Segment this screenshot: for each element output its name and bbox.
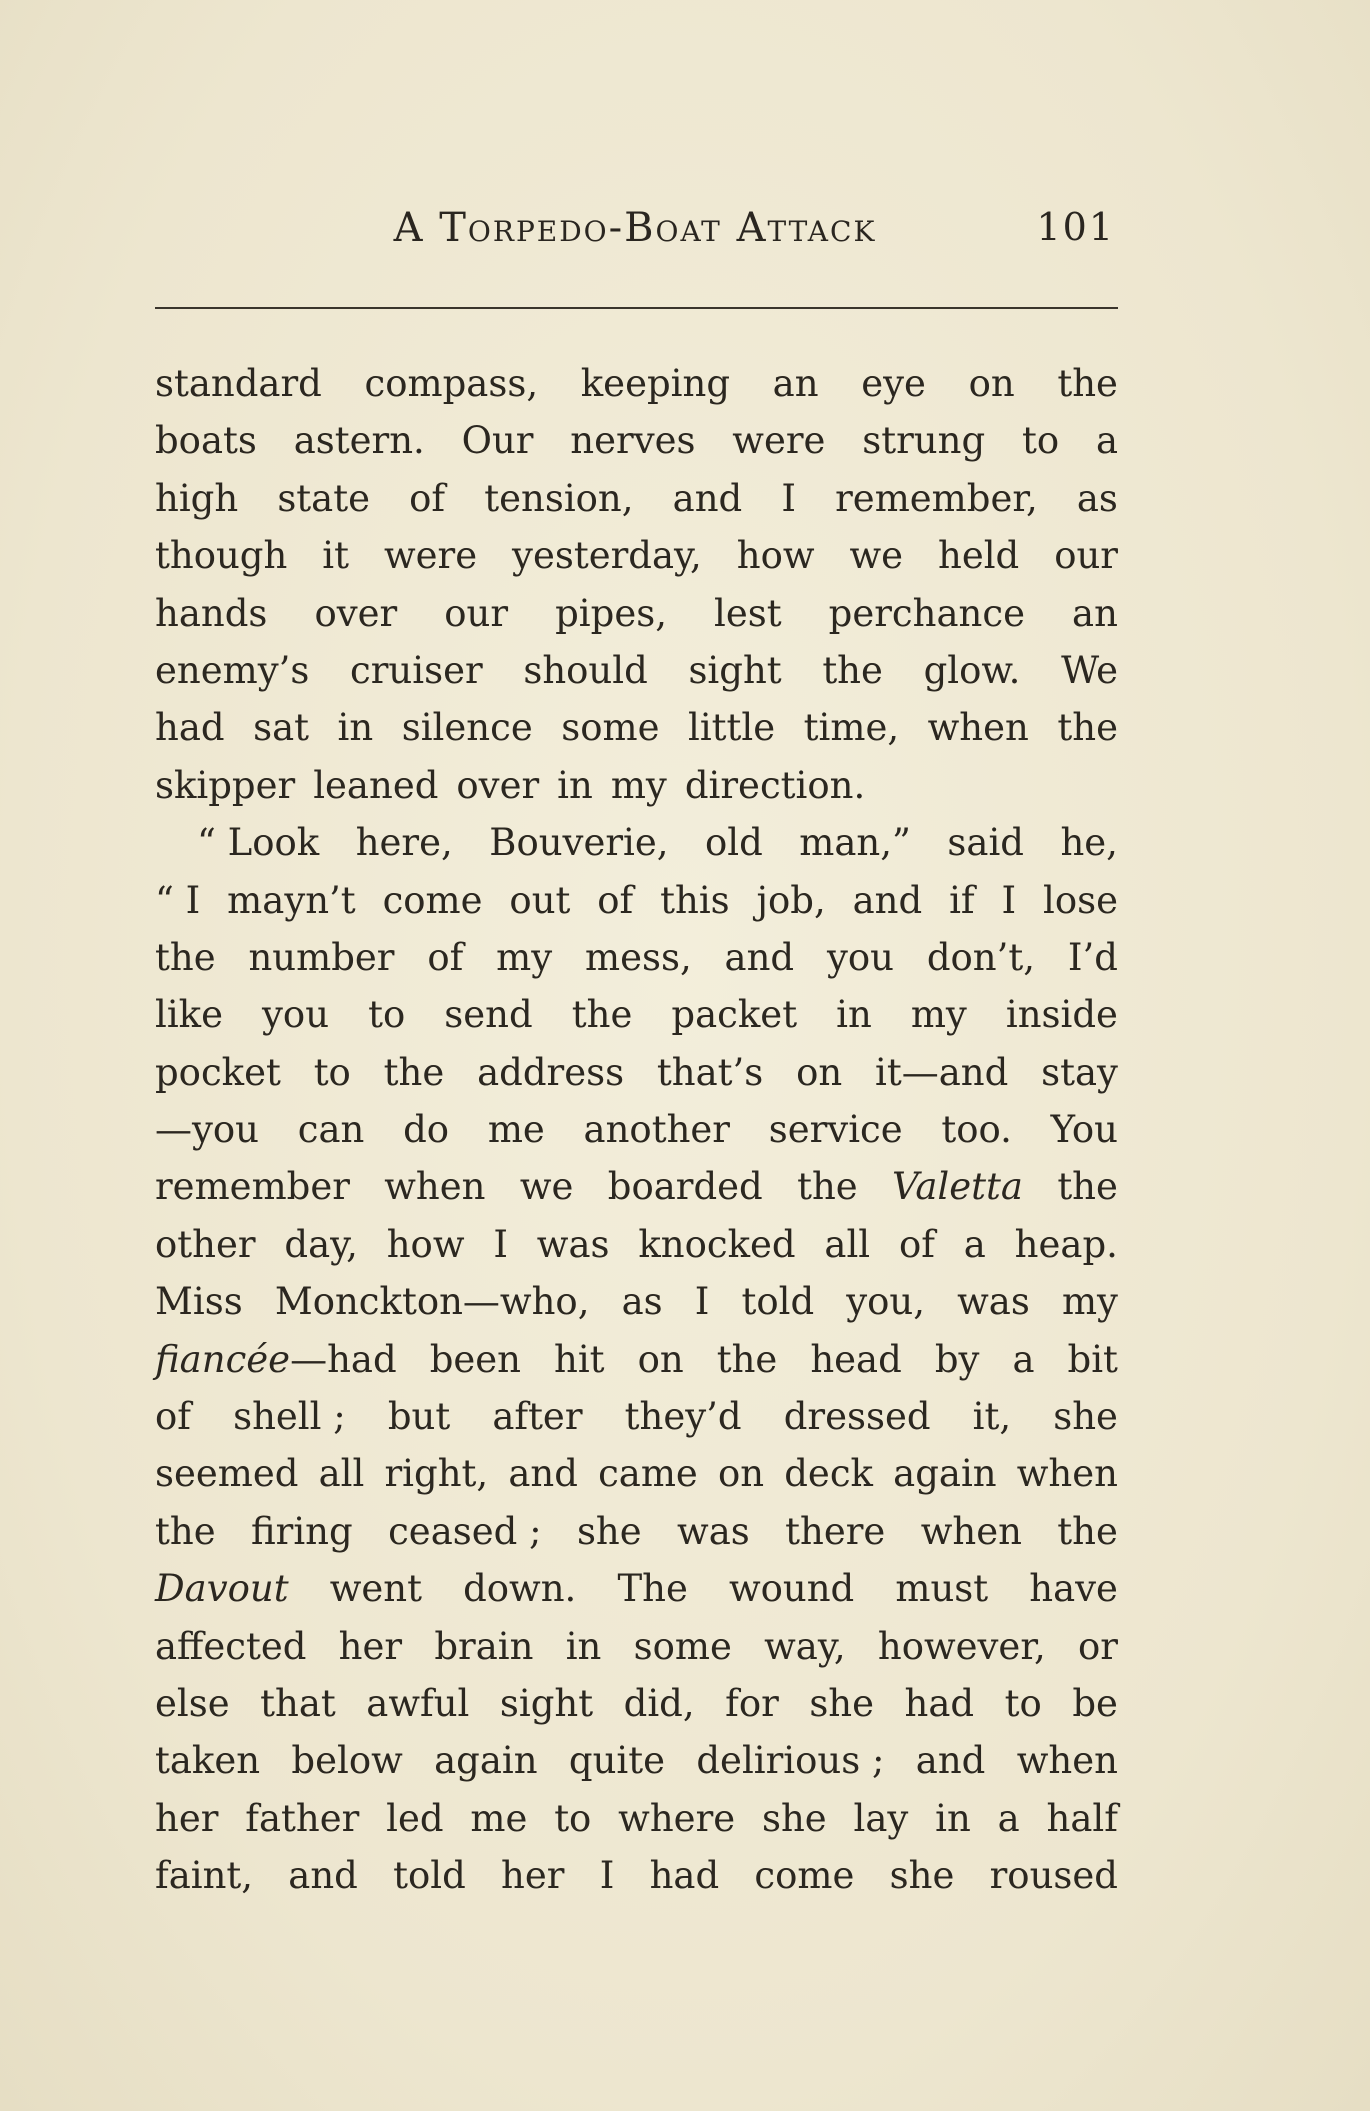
word: she [761, 1796, 827, 1840]
word: address [477, 1050, 625, 1094]
word: else [155, 1681, 230, 1725]
word: a [963, 1222, 986, 1266]
word: she [576, 1509, 642, 1553]
word: stay [1041, 1050, 1118, 1094]
word: tension, [484, 476, 634, 520]
word: don’t, [926, 935, 1036, 979]
word: pipes, [555, 591, 667, 635]
text-line [155, 1847, 1118, 1904]
word: the [155, 935, 216, 979]
word: my [496, 935, 553, 979]
text-line [155, 1675, 1118, 1732]
word: state [277, 476, 370, 520]
text-line [155, 1388, 1118, 1445]
word: in [836, 993, 872, 1037]
word: the [571, 993, 633, 1037]
word: I [694, 1280, 710, 1324]
word: boarded [607, 1165, 763, 1209]
text-line [155, 1790, 1118, 1847]
word: was [536, 1222, 610, 1266]
word: me [487, 1108, 545, 1152]
text-line [155, 872, 1118, 929]
text-line [155, 986, 1118, 1043]
word: day, [284, 1222, 358, 1266]
word: Monckton—who, [274, 1280, 590, 1324]
word: the [383, 1050, 445, 1094]
word: pocket [155, 1050, 281, 1094]
text-line [155, 585, 1118, 642]
word: brain [434, 1624, 534, 1668]
word: held [938, 534, 1020, 578]
word: how [736, 534, 815, 578]
word: You [1050, 1108, 1118, 1152]
word: another [583, 1108, 730, 1152]
word: she [809, 1681, 875, 1725]
text-line [155, 1732, 1118, 1789]
word: the [716, 1337, 778, 1381]
word: awful [366, 1681, 470, 1725]
word: a [1095, 419, 1118, 463]
word: this [660, 878, 730, 922]
word: of [409, 476, 446, 520]
word: and [672, 476, 743, 520]
word: she [1053, 1395, 1118, 1439]
word: for [725, 1681, 779, 1725]
word: it—and [875, 1050, 1009, 1094]
word: again [893, 1452, 997, 1496]
word: on [796, 1050, 843, 1094]
word: standard [155, 362, 322, 405]
word: that [260, 1681, 336, 1725]
word: like [155, 993, 223, 1037]
text-line [155, 699, 1118, 756]
word: I [493, 1222, 508, 1266]
word: all [824, 1222, 871, 1266]
word: too. [941, 1108, 1012, 1152]
text-line [155, 1503, 1118, 1560]
word: to [1004, 1681, 1042, 1725]
word: cruiser [350, 648, 483, 692]
word: seemed [155, 1452, 299, 1496]
word: mess, [584, 935, 692, 979]
word: firing [250, 1509, 353, 1553]
word: were [732, 419, 826, 463]
word: when [1016, 1739, 1118, 1783]
word: little [688, 706, 776, 750]
word: and [852, 878, 923, 922]
word: out [509, 878, 571, 922]
text-line [155, 412, 1118, 469]
word: though [155, 534, 288, 578]
text-line [155, 470, 1118, 527]
word: —you [155, 1108, 260, 1152]
word: faint, [155, 1854, 254, 1898]
word: delirious ; [696, 1739, 885, 1783]
word: said [947, 821, 1024, 865]
word: Valetta [892, 1165, 1023, 1209]
word: sight [688, 648, 782, 692]
word: when [1016, 1452, 1118, 1496]
word: The [617, 1567, 688, 1611]
word: deck [784, 1452, 873, 1496]
word: man,” [799, 821, 911, 865]
word: Our [461, 419, 534, 463]
word: hands [155, 591, 268, 635]
text-line [155, 1331, 1118, 1388]
word: dressed [783, 1395, 931, 1439]
word: when [927, 706, 1029, 750]
text-line [155, 1273, 1118, 1330]
word: of [597, 878, 634, 922]
word: the [797, 1165, 858, 1209]
word: silence [401, 706, 533, 750]
word: send [444, 993, 533, 1037]
word: come [754, 1854, 855, 1898]
word: remember, [835, 476, 1038, 520]
word: mayn’t [227, 878, 356, 922]
word: astern. [293, 419, 425, 463]
word: did, [623, 1681, 695, 1725]
word: had [155, 706, 225, 750]
word: in [337, 706, 374, 750]
word: the [1057, 1165, 1118, 1209]
word: I’d [1067, 935, 1118, 979]
word: glow. [923, 648, 1021, 692]
text-line [155, 1101, 1118, 1158]
word: it [322, 534, 349, 578]
word: right, [384, 1452, 489, 1496]
word: “ I [155, 878, 201, 922]
word: by [934, 1337, 980, 1381]
word: father [245, 1796, 360, 1840]
word: lose [1042, 878, 1118, 922]
word: of [155, 1395, 191, 1439]
text-line [155, 814, 1118, 871]
word: my [610, 763, 667, 807]
word: quite [568, 1739, 666, 1783]
word: yesterday, [512, 534, 702, 578]
word: Bouverie, [489, 821, 669, 865]
word: our [444, 591, 509, 635]
word: all [318, 1452, 365, 1496]
word: the [1057, 1509, 1118, 1553]
word: if [949, 878, 975, 922]
word: to [313, 1050, 351, 1094]
word: eye [861, 362, 926, 405]
word: half [1046, 1796, 1118, 1840]
word: perchance [828, 591, 1025, 635]
word: a [1012, 1337, 1035, 1381]
word: had [649, 1854, 720, 1898]
word: remember [155, 1165, 350, 1209]
text-line [155, 1158, 1118, 1215]
word: number [248, 935, 395, 979]
text-line [155, 642, 1118, 699]
text-line [155, 1618, 1118, 1675]
word: leaned [313, 763, 439, 807]
word: again [434, 1739, 538, 1783]
word: below [291, 1739, 403, 1783]
word: the [822, 648, 883, 692]
word: boats [155, 419, 257, 463]
word: a [997, 1796, 1020, 1840]
word: you [262, 993, 330, 1037]
word: heap. [1014, 1222, 1118, 1266]
text-line [155, 1445, 1118, 1502]
text-line [155, 1560, 1118, 1617]
word: to [1021, 419, 1060, 463]
word: in [565, 1624, 602, 1668]
word: roused [989, 1854, 1118, 1898]
word: be [1072, 1681, 1118, 1725]
word: they’d [624, 1395, 742, 1439]
word: my [1061, 1280, 1118, 1324]
word: as [1076, 476, 1118, 520]
word: the [1057, 362, 1118, 405]
word: do [403, 1108, 450, 1152]
word: or [1077, 1624, 1118, 1668]
word: fiancée—had [155, 1337, 397, 1381]
word: had [904, 1681, 975, 1725]
word: Davout [155, 1567, 289, 1611]
word: inside [1005, 993, 1118, 1037]
word: to [554, 1796, 592, 1840]
word: after [492, 1395, 583, 1439]
word: We [1061, 648, 1118, 692]
word: way, [764, 1624, 846, 1668]
word: as [621, 1280, 663, 1324]
word: on [637, 1337, 684, 1381]
word: an [772, 362, 819, 405]
word: ceased ; [388, 1509, 542, 1553]
word: some [633, 1624, 732, 1668]
word: here, [355, 821, 453, 865]
word: you, [846, 1280, 926, 1324]
word: he, [1060, 821, 1118, 865]
word: I [599, 1854, 615, 1898]
word: have [1029, 1567, 1118, 1611]
word: when [920, 1509, 1022, 1553]
word: over [314, 591, 398, 635]
word: affected [155, 1624, 307, 1668]
word: knocked [638, 1222, 796, 1266]
word: led [386, 1796, 444, 1840]
word: direction. [684, 763, 866, 807]
word: but [387, 1395, 451, 1439]
word: service [768, 1108, 903, 1152]
word: I [1001, 878, 1017, 922]
word: the [155, 1509, 216, 1553]
text-line [155, 929, 1118, 986]
word: taken [155, 1739, 261, 1783]
page-header [155, 205, 1115, 265]
word: shell ; [233, 1395, 346, 1439]
word: in [557, 763, 593, 807]
word: was [677, 1509, 750, 1553]
word: to [368, 993, 406, 1037]
word: she [889, 1854, 955, 1898]
word: me [470, 1796, 528, 1840]
word: were [383, 534, 478, 578]
word: lest [714, 591, 782, 635]
word: went [329, 1567, 422, 1611]
word: Miss [155, 1280, 243, 1324]
text-line [155, 757, 1118, 814]
word: packet [671, 993, 798, 1037]
word: of [898, 1222, 935, 1266]
word: told [393, 1854, 466, 1898]
word: on [717, 1452, 765, 1496]
word: of [427, 935, 464, 979]
word: I [781, 476, 796, 520]
word: nerves [570, 419, 696, 463]
word: lay [853, 1796, 909, 1840]
word: job, [756, 878, 826, 922]
word: can [297, 1108, 365, 1152]
text-line [155, 527, 1118, 584]
word: keeping [580, 362, 731, 405]
word: and [724, 935, 795, 979]
text-line [155, 355, 1118, 412]
word: and [288, 1854, 358, 1898]
word: was [957, 1280, 1030, 1324]
word: we [849, 534, 904, 578]
word: must [895, 1567, 989, 1611]
word: and [508, 1452, 578, 1496]
word: however, [877, 1624, 1046, 1668]
word: come [382, 878, 483, 922]
word: old [705, 821, 763, 865]
word: head [810, 1337, 902, 1381]
word: sat [253, 706, 310, 750]
word: compass, [364, 362, 539, 405]
header-rule [155, 307, 1118, 309]
word: sight [499, 1681, 594, 1725]
word: wound [728, 1567, 855, 1611]
running-title: A Torpedo-Boat Attack [393, 205, 877, 251]
word: that’s [656, 1050, 764, 1094]
word: you [826, 935, 894, 979]
word: we [519, 1165, 574, 1209]
word: an [1072, 591, 1118, 635]
body-text [155, 355, 1118, 1905]
word: in [935, 1796, 971, 1840]
word: it, [972, 1395, 1012, 1439]
word: her [155, 1796, 219, 1840]
word: high [155, 476, 239, 520]
word: “ Look [197, 821, 320, 865]
page-number: 101 [1036, 205, 1115, 249]
word: there [785, 1509, 886, 1553]
word: where [618, 1796, 736, 1840]
text-line [155, 1044, 1118, 1101]
word: and [915, 1739, 986, 1783]
word: bit [1067, 1337, 1118, 1381]
word: her [501, 1854, 565, 1898]
word: on [968, 362, 1015, 405]
word: down. [463, 1567, 577, 1611]
word: told [741, 1280, 815, 1324]
word: time, [803, 706, 900, 750]
word: been [429, 1337, 521, 1381]
word: our [1054, 534, 1118, 578]
word: should [523, 648, 648, 692]
word: over [456, 763, 540, 807]
word: other [155, 1222, 256, 1266]
word: came [598, 1452, 698, 1496]
word: some [561, 706, 660, 750]
word: hit [554, 1337, 605, 1381]
word: the [1057, 706, 1118, 750]
word: skipper [155, 763, 296, 807]
word: when [384, 1165, 486, 1209]
word: how [386, 1222, 465, 1266]
text-line [155, 1216, 1118, 1273]
word: her [338, 1624, 403, 1668]
word: enemy’s [155, 648, 310, 692]
word: my [910, 993, 967, 1037]
word: strung [862, 419, 986, 463]
